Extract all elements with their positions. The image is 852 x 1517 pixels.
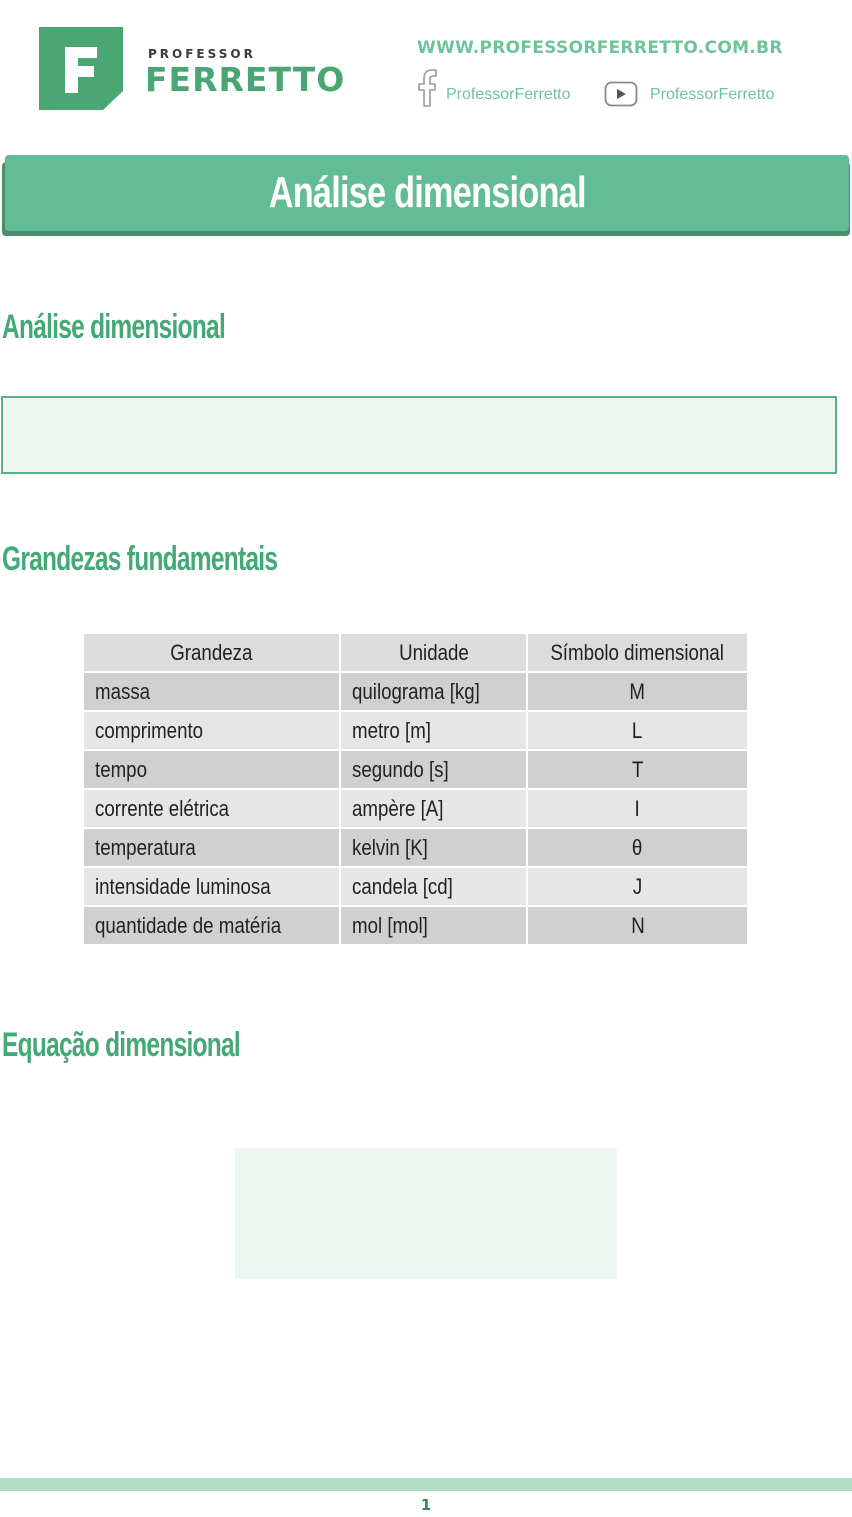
section-heading-grandezas: Grandezas fundamentais xyxy=(2,540,278,578)
table-cell-unidade: metro [m] xyxy=(341,712,526,749)
fundamental-quantities-table xyxy=(82,632,749,946)
facebook-icon[interactable] xyxy=(417,68,439,108)
table-row xyxy=(84,712,747,749)
logo-f-icon xyxy=(39,27,123,110)
table-row xyxy=(84,751,747,788)
table-header-cell: Símbolo dimensional xyxy=(528,634,747,671)
youtube-icon[interactable] xyxy=(604,81,638,107)
table-cell-grandeza: temperatura xyxy=(84,829,339,866)
section-heading-equacao: Equação dimensional xyxy=(2,1026,240,1064)
table-cell-simbolo: L xyxy=(528,712,747,749)
table-row xyxy=(84,673,747,710)
table-header-cell: Grandeza xyxy=(84,634,339,671)
table-cell-grandeza: intensidade luminosa xyxy=(84,868,339,905)
table-cell-unidade: kelvin [K] xyxy=(341,829,526,866)
table-cell-simbolo: I xyxy=(528,790,747,827)
table-cell-grandeza: comprimento xyxy=(84,712,339,749)
table-cell-grandeza: massa xyxy=(84,673,339,710)
table-cell-simbolo: J xyxy=(528,868,747,905)
page-title: Análise dimensional xyxy=(268,168,586,217)
page-number: 1 xyxy=(420,1496,432,1514)
table-cell-simbolo: N xyxy=(528,907,747,944)
table-cell-simbolo: θ xyxy=(528,829,747,866)
table-cell-unidade: ampère [A] xyxy=(341,790,526,827)
table-row xyxy=(84,829,747,866)
table-cell-grandeza: corrente elétrica xyxy=(84,790,339,827)
table-cell-unidade: quilograma [kg] xyxy=(341,673,526,710)
table-cell-unidade: mol [mol] xyxy=(341,907,526,944)
footer-bar xyxy=(0,1478,852,1491)
table-cell-simbolo: T xyxy=(528,751,747,788)
table-row xyxy=(84,790,747,827)
equation-box xyxy=(235,1148,617,1279)
definition-box xyxy=(1,396,837,474)
website-link[interactable]: WWW.PROFESSORFERRETTO.COM.BR xyxy=(417,38,783,58)
table-cell-unidade: segundo [s] xyxy=(341,751,526,788)
table-cell-simbolo: M xyxy=(528,673,747,710)
table-cell-grandeza: tempo xyxy=(84,751,339,788)
table-header-row xyxy=(84,634,747,671)
table-header-cell: Unidade xyxy=(341,634,526,671)
title-banner xyxy=(5,155,849,231)
table-cell-unidade: candela [cd] xyxy=(341,868,526,905)
table-row xyxy=(84,868,747,905)
logo-text-small: PROFESSOR xyxy=(148,47,256,61)
facebook-name[interactable]: ProfessorFerretto xyxy=(446,86,571,103)
table-row xyxy=(84,907,747,944)
table-cell-grandeza: quantidade de matéria xyxy=(84,907,339,944)
youtube-name[interactable]: ProfessorFerretto xyxy=(650,86,775,103)
section-heading-analise: Análise dimensional xyxy=(2,308,226,346)
logo-text-big: FERRETTO xyxy=(145,60,346,99)
